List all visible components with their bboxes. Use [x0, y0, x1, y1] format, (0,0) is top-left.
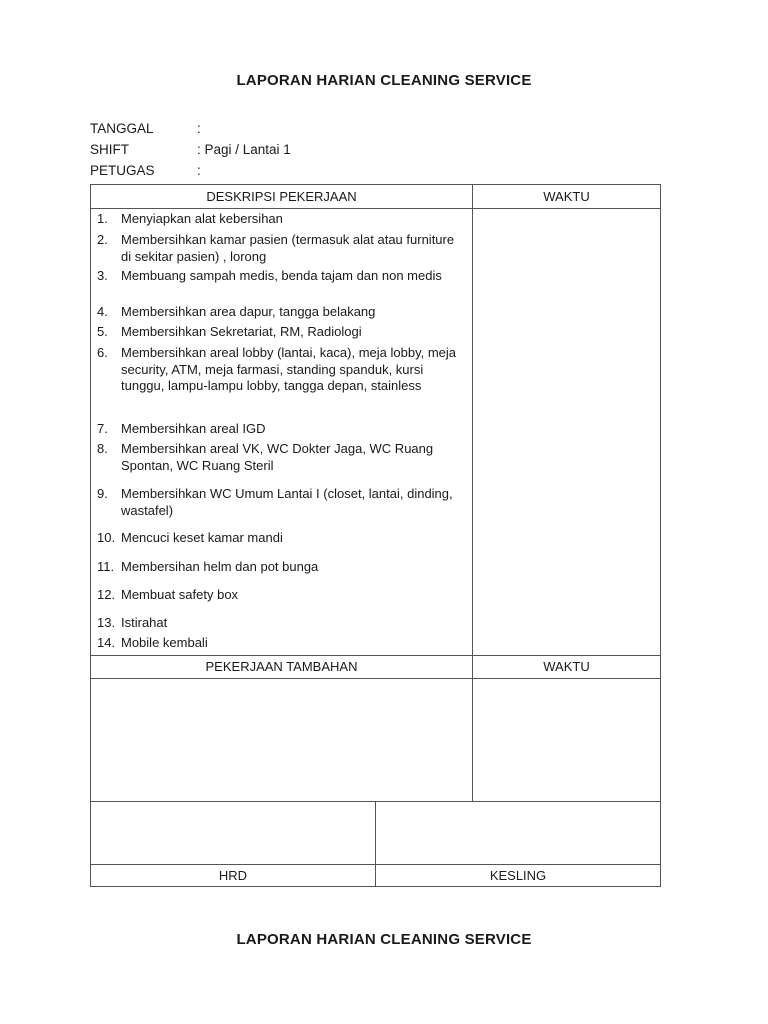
- task-text: Membersihkan areal lobby (lantai, kaca), meja lobby, meja security, ATM, meja farmasi, standing spanduk, kursi tunggu, lampu-lampu lobby, tangga depan, stainless: [121, 345, 457, 393]
- petugas-label: PETUGAS: [90, 163, 155, 178]
- extra-work-cell: [90, 678, 473, 802]
- signature-label-right-cell: [375, 864, 661, 887]
- task-number: 2.: [97, 232, 108, 247]
- extra-time-header: WAKTU: [543, 659, 590, 674]
- hrd-label: HRD: [218, 868, 248, 883]
- task-text: Membersihkan Sekretariat, RM, Radiologi: [121, 324, 362, 339]
- task-number: 4.: [97, 304, 108, 319]
- tanggal-value: :: [197, 121, 201, 136]
- task-text: Membersihkan areal IGD: [121, 421, 266, 436]
- signature-label-left-cell: [90, 864, 376, 887]
- report-title-repeat: LAPORAN HARIAN CLEANING SERVICE: [236, 931, 532, 948]
- task-number: 9.: [97, 486, 108, 501]
- petugas-value: :: [197, 163, 201, 178]
- task-number: 8.: [97, 441, 108, 456]
- extra-time-cell: [472, 678, 661, 802]
- task-number: 3.: [97, 268, 108, 283]
- task-text: Mobile kembali: [121, 635, 208, 650]
- extra-header-cell: [90, 655, 473, 679]
- task-number: 1.: [97, 211, 108, 226]
- task-text: Membersihkan areal VK, WC Dokter Jaga, WC Ruang Spontan, WC Ruang Steril: [121, 441, 434, 473]
- task-number: 5.: [97, 324, 108, 339]
- signature-box-right: [375, 801, 661, 865]
- report-title: LAPORAN HARIAN CLEANING SERVICE: [236, 72, 532, 89]
- task-text: Membersihkan WC Umum Lantai I (closet, lantai, dinding, wastafel): [121, 486, 453, 518]
- signature-box-left: [90, 801, 376, 865]
- task-text: Menyiapkan alat kebersihan: [121, 211, 283, 226]
- task-text: Membersihan helm dan pot bunga: [121, 559, 319, 574]
- task-number: 12.: [97, 587, 116, 602]
- header-time: WAKTU: [543, 189, 590, 204]
- task-number: 10.: [97, 530, 116, 545]
- task-text: Membuat safety box: [121, 587, 239, 602]
- extra-time-header-cell: [472, 655, 661, 679]
- kesling-label: KESLING: [489, 868, 547, 883]
- task-number: 13.: [97, 615, 116, 630]
- task-number: 7.: [97, 421, 108, 436]
- task-text: Membersihkan area dapur, tangga belakang: [121, 304, 376, 319]
- task-number: 14.: [97, 635, 116, 650]
- task-text: Mencuci keset kamar mandi: [121, 530, 283, 545]
- task-number: 11.: [97, 559, 115, 574]
- header-desc-cell: [90, 184, 473, 209]
- task-text: Istirahat: [121, 615, 168, 630]
- header-desc: DESKRIPSI PEKERJAAN: [206, 189, 357, 204]
- shift-label: SHIFT: [90, 142, 129, 157]
- task-time-cell: [472, 208, 661, 656]
- tanggal-label: TANGGAL: [90, 121, 154, 136]
- task-number: 6.: [97, 345, 108, 360]
- header-time-cell: [472, 184, 661, 209]
- task-text: Membersihkan kamar pasien (termasuk alat atau furniture di sekitar pasien) , lorong: [121, 232, 455, 264]
- shift-value: : Pagi / Lantai 1: [197, 142, 291, 157]
- task-text: Membuang sampah medis, benda tajam dan non medis: [121, 268, 442, 283]
- extra-header: PEKERJAAN TAMBAHAN: [205, 659, 358, 674]
